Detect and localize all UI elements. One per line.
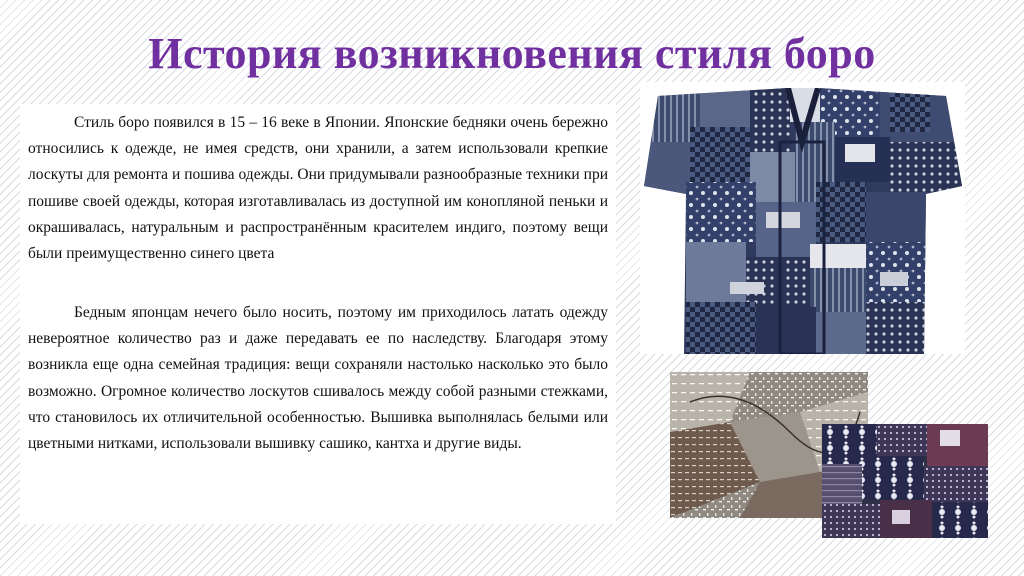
- slide-title: История возникновения стиля боро: [148, 29, 876, 78]
- text-panel: [20, 104, 616, 524]
- boro-robe-photo: [640, 82, 965, 354]
- paragraph-history: Стиль боро появился в 15 – 16 веке в Японии. Японские бедняки очень бережно относились к одежде, не имея средств, они хранили, а затем использовали крепкие лоскуты для ремонта и пошива одежды. Они придумывали разнообразные техники при пошиве своей одежды, которая изготавливалась из доступной им конопляной пеньки и окрашивалась, натуральным и распространённым красителем индиго, поэтому вещи были преимущественно синего цвета: [28, 114, 608, 263]
- boro-patchwork-photo: [822, 424, 988, 538]
- paragraph-tradition: Бедным японцам нечего было носить, поэтому им приходилось латать одежду невероятное количество раз и даже передавать ее по наследству. Благодаря этому возникла еще одна семейная традиция: вещи сохраняли настолько насколько это было возможно. Огромное количество лоскутов сшивалось между собой разными стежками, что становилось их отличительной особенностью. Вышивка выполнялась белыми или цветными нитками, использовали вышивку сашико, кантха и другие виды.: [28, 304, 608, 453]
